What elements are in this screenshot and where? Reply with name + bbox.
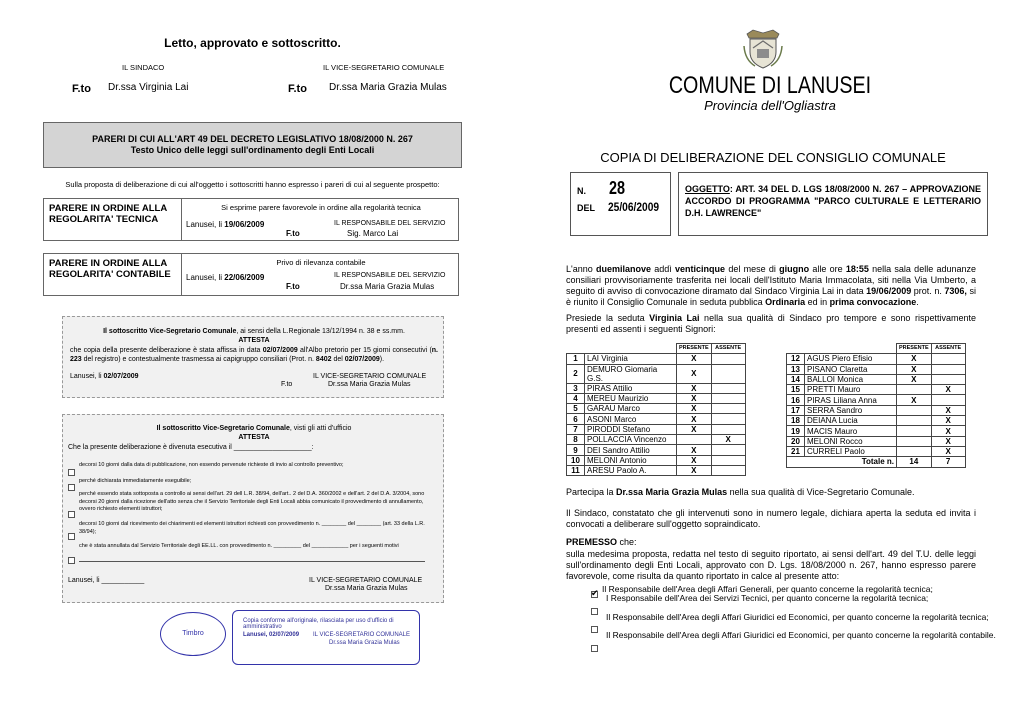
timbro-stamp: Timbro [160,612,226,656]
parere-contabile-name: Dr.ssa Maria Grazia Mulas [340,282,435,291]
paragraph-presiede: Presiede la seduta Virginia Lai nella sua qualità di Sindaco pro tempore e sono rispettivamente presenti ed assenti i seguenti Signori: [566,313,976,334]
member-assente: X [931,416,965,426]
member-name: BALLOI Monica [805,374,897,384]
member-number: 4 [567,393,585,403]
header-presente: PRESENTE [897,344,932,354]
member-number: 7 [567,424,585,434]
comune-title: COMUNE DI LANUSEI [668,72,872,99]
sindaco-name: Dr.ssa Virginia Lai [108,82,189,93]
member-presente [677,435,712,445]
copia-text: Copia conforme all'originale, rilasciata per uso d'ufficio di amministrativo [243,618,394,630]
opt4-text: decorsi 10 giorni dal ricevimento dei chiarimenti ed elementi istruttori richiesti con provvedimento n. ________ del ________ (art. 33 della L.R. 38/94); [79,521,425,535]
member-presente: X [677,404,712,414]
sindaco-role: IL SINDACO [122,63,165,72]
table-row [787,446,966,456]
member-presente [897,426,932,436]
vice-fto: F.to [288,83,307,95]
member-number: 10 [567,455,585,465]
member-number: 17 [787,405,805,415]
member-presente: X [677,364,712,383]
attendance-table-left [566,343,746,476]
paragraph-sindaco: Il Sindaco, constatato che gli intervenuti sono in numero legale, dichiara aperta la seduta ed invita i convocati a deliberare sull'oggetto sopraindicato. [566,508,976,529]
member-assente: X [931,385,965,395]
comune-crest-icon [741,26,785,70]
member-name: ASONI Marco [585,414,677,424]
member-assente [711,424,745,434]
copia-place: Lanusei, 02/07/2009 [243,632,300,638]
member-number: 15 [787,385,805,395]
resp3-text: Il Responsabile dell'Area degli Affari Giuridici ed Economici, per quanto concerne la regolarità tecnica; [606,612,989,622]
pareri-title-2: Testo Unico delle leggi sull'ordinamento degli Enti Locali [130,145,375,155]
member-number: 1 [567,354,585,364]
table-header-row [787,344,966,354]
sindaco-fto: F.to [72,83,91,95]
member-presente: X [897,374,932,384]
member-name: DEMURO Giomaria G.S. [585,364,677,383]
attest2-esecutiva: Che la presente deliberazione è divenuta esecutiva il ____________________: [68,444,314,451]
member-presente: X [677,455,712,465]
table-row [567,435,746,445]
attest1-heading: ATTESTA [238,337,270,344]
attest1-intro: Il sottoscritto Vice-Segretario Comunale, ai sensi della L.Regionale 13/12/1994 n. 38 e ss.mm. [103,328,405,335]
opt4-checkbox[interactable] [68,527,75,545]
resp4-text: Il Responsabile dell'Area degli Affari Giuridici ed Economici, per quanto concerne la regolarità contabile. [606,630,996,640]
table-row [567,445,746,455]
member-name: MELONI Rocco [805,436,897,446]
paragraph-sulla-medesima: sulla medesima proposta, redatta nel testo di seguito riportato, ai sensi dell'art. 49 del T.U. delle leggi sull'ordinamento degli Enti Locali, approvato con D. Lgs. 18/08/2000 n. 267, hanno espresso parere favorevole, come risulta da quanto riportato in calce al presente atto: [566,549,976,581]
member-name: PRETTI Mauro [805,385,897,395]
oggetto-box [678,172,988,236]
attest1-place: Lanusei, li 02/07/2009 [70,373,139,380]
member-name: LAI Virginia [585,354,677,364]
pareri-header-box [43,122,462,168]
member-number: 21 [787,446,805,456]
vice-name: Dr.ssa Maria Grazia Mulas [329,82,447,93]
member-number: 18 [787,416,805,426]
member-presente [897,446,932,456]
parere-contabile-fto: F.to [286,282,300,291]
table-row [567,383,746,393]
member-number: 2 [567,364,585,383]
table-row [787,354,966,364]
member-name: DEI Sandro Attilio [585,445,677,455]
attendance-table-right [786,343,966,468]
member-number: 19 [787,426,805,436]
member-presente [897,385,932,395]
attest1-body: che copia della presente deliberazione è stata affissa in data 02/07/2009 all'Albo pretorio per 15 giorni consecutivi (n. 223 del registro) e contestualmente trasmessa ai capigruppo consiliari (Prot. n. 8402 del 02/07/2009). [70,347,439,363]
member-number: 12 [787,354,805,364]
table-header-row [567,344,746,354]
table-row [787,416,966,426]
table-row [567,455,746,465]
attest2-place: Lanusei, li ___________ [68,577,145,584]
member-assente [931,364,965,374]
paragraph-partecipa: Partecipa la Dr.ssa Maria Grazia Mulas nella sua qualità di Vice-Segretario Comunale. [566,487,915,497]
member-number: 14 [787,374,805,384]
parere-contabile-role: IL RESPONSABILE DEL SERVIZIO [334,272,446,279]
parere-tecnica-text: Si esprime parere favorevole in ordine alla regolarità tecnica [221,203,421,212]
member-presente: X [897,395,932,405]
copia-deliberazione-title: COPIA DI DELIBERAZIONE DEL CONSIGLIO COMUNALE [600,150,946,165]
member-number: 6 [567,414,585,424]
table-row [787,405,966,415]
member-presente: X [677,383,712,393]
member-number: 13 [787,364,805,374]
member-presente [897,405,932,415]
resp2-text: I Responsabile dell'Area dei Servizi Tecnici, per quanto concerne la regolarità tecnica; [606,593,929,603]
member-name: PISANO Claretta [805,364,897,374]
attest2-intro: Il sottoscritto Vice-Segretario Comunale, visti gli atti d'ufficio [156,425,352,432]
pareri-title-1: PARERI DI CUI ALL'ART 49 DEL DECRETO LEGISLATIVO 18/08/2000 N. 267 [92,134,413,144]
member-presente: X [677,445,712,455]
member-name: PIRODDI Stefano [585,424,677,434]
parere-tecnica-role: IL RESPONSABILE DEL SERVIZIO [334,220,446,227]
table-row [567,404,746,414]
provincia-subtitle: Provincia dell'Ogliastra [704,98,836,113]
parere-tecnica-fto: F.to [286,229,300,238]
table-row [787,426,966,436]
opt5-text: che è stata annullata dal Servizio Territoriale degli EE.LL. con provvedimento n. _________ del ____________ per i seguenti motivi [79,543,399,549]
member-presente: X [677,414,712,424]
member-name: MACIS Mauro [805,426,897,436]
member-number: 8 [567,435,585,445]
parere-tecnica-date: Lanusei, li 19/06/2009 [186,220,265,229]
resp4-checkbox[interactable] [591,639,598,657]
parere-contabile-label: PARERE IN ORDINE ALLA REGOLARITA' CONTABILE [44,254,182,295]
member-presente: X [897,354,932,364]
totale-assenti: 7 [931,457,965,467]
attest2-role: IL VICE-SEGRETARIO COMUNALE [309,577,423,584]
member-assente [711,354,745,364]
member-assente: X [711,435,745,445]
vice-role: IL VICE-SEGRETARIO COMUNALE [323,63,445,72]
member-number: 16 [787,395,805,405]
attestazione-pubblicazione [62,316,444,398]
resp3-checkbox[interactable] [591,620,598,638]
opt5-checkbox[interactable] [68,551,75,569]
copia-name: Dr.ssa Maria Grazia Mulas [329,640,400,646]
oggetto-text: : ART. 34 DEL D. LGS 18/08/2000 N. 267 – APPROVAZIONE ACCORDO DI PROGRAMMA "PARCO CULTURALE E LETTERARIO D.H. LAWRENCE" [685,184,981,218]
member-assente [711,383,745,393]
paragraph-premesso: PREMESSO che: [566,537,637,547]
member-number: 5 [567,404,585,414]
table-row [567,364,746,383]
member-assente [711,393,745,403]
table-row [787,374,966,384]
member-name: SERRA Sandro [805,405,897,415]
table-row [567,465,746,475]
copia-role: IL VICE-SEGRETARIO COMUNALE [313,632,411,638]
parere-contabile-text: Privo di rilevanza contabile [276,258,366,267]
opt1-text: decorsi 10 giorni dalla data di pubblicazione, non essendo pervenute richieste di invio al controllo preventivo; [79,462,344,468]
member-presente: X [677,465,712,475]
member-presente: X [897,364,932,374]
member-name: MEREU Maurizio [585,393,677,403]
attest1-fto: F.to [281,381,293,388]
member-number: 9 [567,445,585,455]
table-row [787,436,966,446]
motivi-line [79,561,425,562]
opt2-checkbox[interactable] [68,478,75,496]
member-name: GARAU Marco [585,404,677,414]
member-name: AGUS Piero Efisio [805,354,897,364]
opt3-text: perché essendo stata sottoposta a controllo ai sensi dell'art. 29 dell L.R. 38/94, dell'art.. 2 del D.A. 360/2002 e dell'art. 2 del D.A. 3/2004, sono decorsi 20 giorni dalla ricezione dell'atto senza che il Servizio Territoriale degli Enti Locali abbia comunicato il provvedimento di annullamento, ovvero richiesto elementi istruttori; [79,491,425,512]
parere-contabile-date: Lanusei, li 22/06/2009 [186,273,265,282]
resp1-checkbox[interactable] [591,585,598,603]
parere-tecnica-name: Sig. Marco Lai [347,229,399,238]
table-row [787,395,966,405]
member-assente [711,445,745,455]
attest1-role: IL VICE-SEGRETARIO COMUNALE [313,373,427,380]
member-name: POLLACCIA Vincenzo [585,435,677,445]
attest2-name: Dr.ssa Maria Grazia Mulas [325,585,408,592]
member-assente [711,364,745,383]
attestazione-esecutivita [62,414,444,603]
member-assente: X [931,405,965,415]
member-assente [711,404,745,414]
member-presente [897,416,932,426]
member-name: CURRELI Paolo [805,446,897,456]
attest1-name: Dr.ssa Maria Grazia Mulas [328,381,411,388]
member-assente: X [931,436,965,446]
member-assente: X [931,446,965,456]
member-number: 11 [567,465,585,475]
parere-contabile-box [43,253,459,296]
header-assente: ASSENTE [711,344,745,354]
member-name: DEIANA Lucia [805,416,897,426]
table-row [567,354,746,364]
resp2-checkbox[interactable] [591,602,598,620]
parere-tecnica-box [43,198,459,241]
member-assente [931,374,965,384]
member-presente: X [677,424,712,434]
member-assente [711,414,745,424]
date-value: 25/06/2009 [608,200,660,214]
table-row [787,364,966,374]
resp1-text: Il Responsabile dell'Area degli Affari Generali, per quanto concerne la regolarità tecnica; [602,584,933,594]
member-assente [711,455,745,465]
member-presente [897,436,932,446]
totale-row [787,457,966,467]
table-row [567,414,746,424]
member-name: ARESU Paolo A. [585,465,677,475]
paragraph-anno: L'anno duemilanove addì venticinque del mese di giugno alle ore 18:55 nella sala delle adunanze consiliari provvisoriamente trasferita nei locali dell'Istituto Maria Immacolata, siti nella Via Umberto, a seguito di avviso di convocazione diramato dal Sindaco Virginia Lai in data 19/06/2009 prot. n. 7306, si è riunito il Consiglio Comunale in seduta pubblica Ordinaria ed in prima convocazione. [566,264,976,307]
copia-conforme-box [232,610,420,665]
member-name: MELONI Antonio [585,455,677,465]
member-presente: X [677,354,712,364]
member-presente: X [677,393,712,403]
member-assente [931,395,965,405]
table-row [787,385,966,395]
number-label: N. [577,186,586,196]
sulla-proposta-text: Sulla proposta di deliberazione di cui all'oggetto i sottoscritti hanno espresso i pareri di cui al seguente prospetto: [65,180,440,189]
member-assente [931,354,965,364]
member-assente [711,465,745,475]
date-label: DEL [577,203,595,213]
parere-tecnica-label: PARERE IN ORDINE ALLA REGOLARITA' TECNICA [44,199,182,240]
approved-heading: Letto, approvato e sottoscritto. [164,36,341,50]
member-name: PIRAS Liliana Anna [805,395,897,405]
member-assente: X [931,426,965,436]
opt3-checkbox[interactable] [68,505,75,523]
table-row [567,393,746,403]
delibera-number-box [570,172,671,236]
table-row [567,424,746,434]
number-value: 28 [609,178,626,198]
header-assente: ASSENTE [931,344,965,354]
oggetto-label: OGGETTO [685,184,730,194]
totale-label: Totale n. [787,457,897,467]
opt2-text: perché dichiarata immediatamente eseguibile; [79,478,192,484]
totale-presenti: 14 [897,457,932,467]
member-name: PIRAS Attilio [585,383,677,393]
member-number: 20 [787,436,805,446]
attest2-heading: ATTESTA [238,434,270,441]
header-presente: PRESENTE [677,344,712,354]
member-number: 3 [567,383,585,393]
